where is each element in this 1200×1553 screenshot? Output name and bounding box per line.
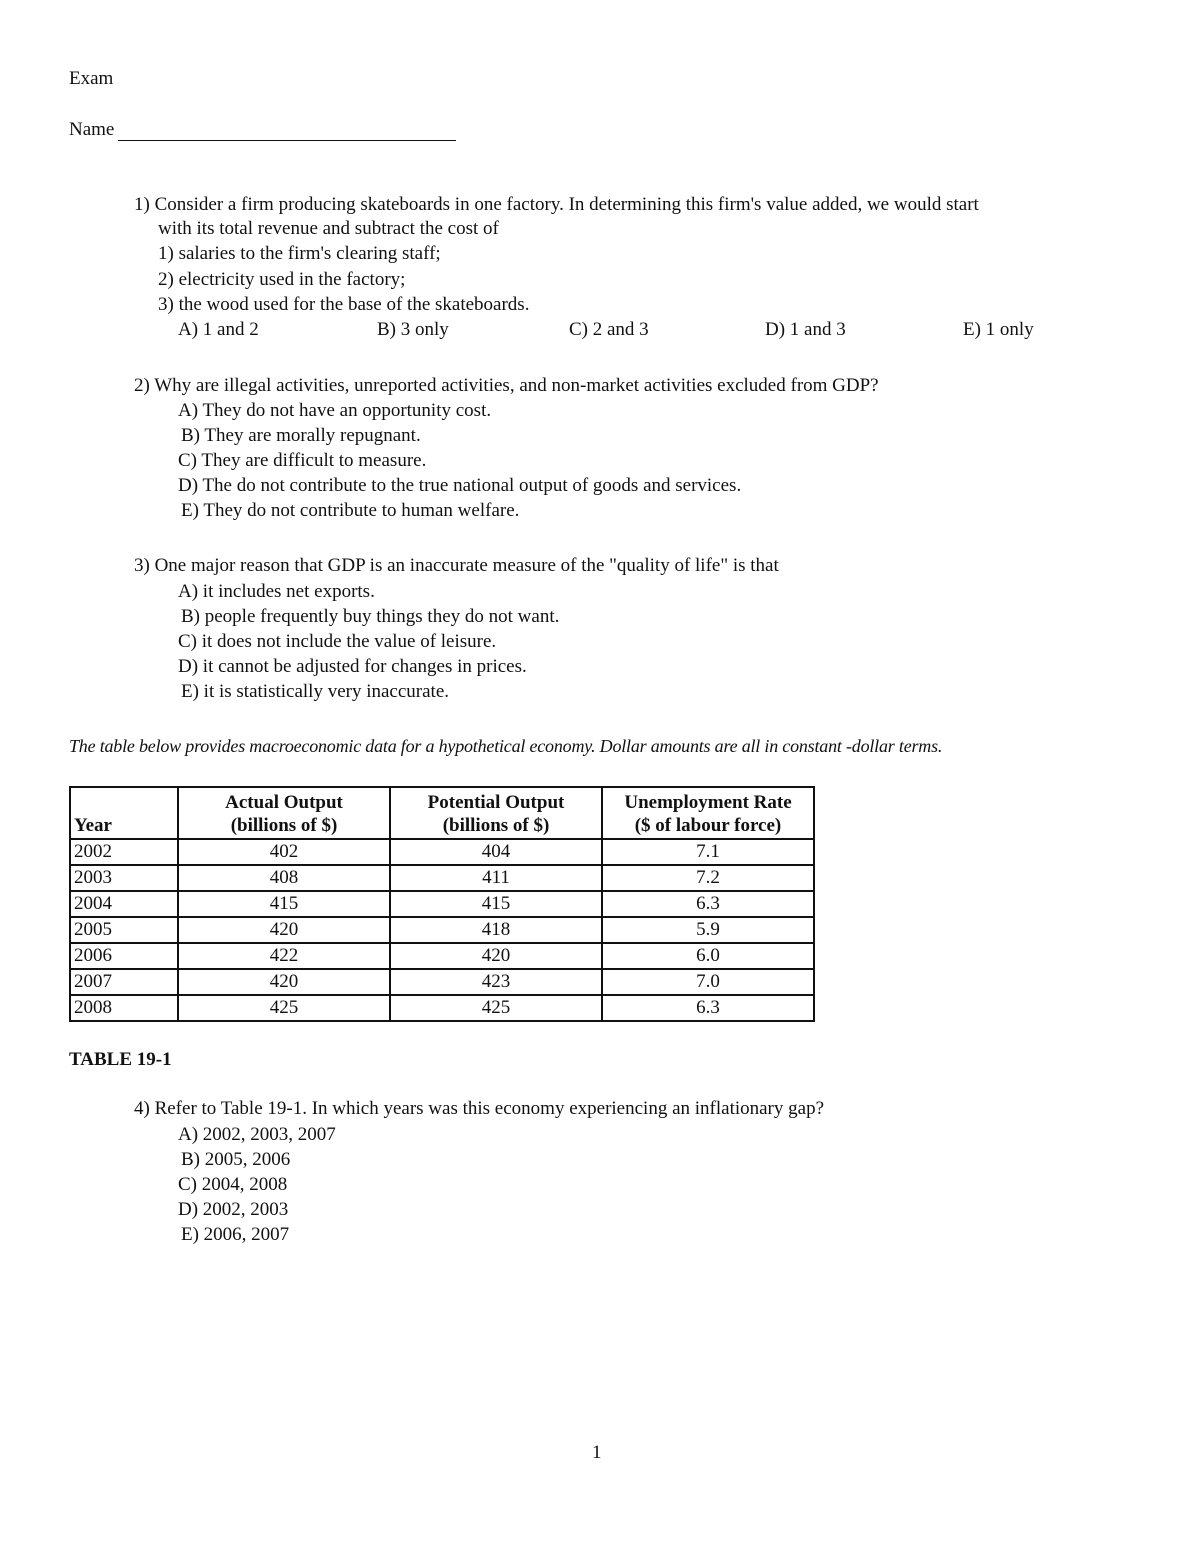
header-unemployment-rate xyxy=(602,787,814,839)
cell-potential: 425 xyxy=(390,995,602,1021)
cell-year: 2006 xyxy=(70,943,178,969)
cell-actual: 425 xyxy=(178,995,390,1021)
cell-unemployment: 7.0 xyxy=(602,969,814,995)
header-actual-line1: Actual Output xyxy=(225,792,343,813)
question-1-choice-e[interactable]: E) 1 only xyxy=(963,319,1034,340)
question-4-choice-c[interactable]: C) 2004, 2008 xyxy=(178,1174,288,1195)
cell-potential: 404 xyxy=(390,839,602,865)
table-row xyxy=(70,995,814,1021)
header-potential-output xyxy=(390,787,602,839)
cell-year: 2005 xyxy=(70,917,178,943)
cell-unemployment: 6.0 xyxy=(602,943,814,969)
macro-data-table xyxy=(69,786,815,1022)
cell-actual: 422 xyxy=(178,943,390,969)
question-1-choice-a[interactable]: A) 1 and 2 xyxy=(178,319,259,340)
question-2-stem: 2) Why are illegal activities, unreported activities, and non-market activities excluded from GDP? xyxy=(134,375,879,396)
question-3-choice-c[interactable]: C) it does not include the value of leisure. xyxy=(178,631,497,652)
question-2-choice-d[interactable]: D) The do not contribute to the true national output of goods and services. xyxy=(178,475,742,496)
question-2-choice-a[interactable]: A) They do not have an opportunity cost. xyxy=(178,400,492,421)
cell-actual: 408 xyxy=(178,865,390,891)
name-label: Name xyxy=(69,119,115,140)
cell-unemployment: 6.3 xyxy=(602,891,814,917)
cell-potential: 418 xyxy=(390,917,602,943)
cell-actual: 415 xyxy=(178,891,390,917)
cell-potential: 415 xyxy=(390,891,602,917)
question-4-choice-e[interactable]: E) 2006, 2007 xyxy=(181,1224,290,1245)
table-label: TABLE 19-1 xyxy=(69,1049,172,1070)
table-row xyxy=(70,917,814,943)
question-4-choice-d[interactable]: D) 2002, 2003 xyxy=(178,1199,289,1220)
question-1-item: 2) electricity used in the factory; xyxy=(158,269,406,290)
header-unemp-line1: Unemployment Rate xyxy=(624,792,792,813)
cell-unemployment: 7.2 xyxy=(602,865,814,891)
question-2-choice-b[interactable]: B) They are morally repugnant. xyxy=(181,425,421,446)
cell-potential: 411 xyxy=(390,865,602,891)
cell-actual: 402 xyxy=(178,839,390,865)
page-number: 1 xyxy=(592,1442,602,1463)
cell-year: 2004 xyxy=(70,891,178,917)
question-2-choice-c[interactable]: C) They are difficult to measure. xyxy=(178,450,427,471)
question-3-choice-d[interactable]: D) it cannot be adjusted for changes in prices. xyxy=(178,656,527,677)
question-1-choice-d[interactable]: D) 1 and 3 xyxy=(765,319,846,340)
cell-actual: 420 xyxy=(178,917,390,943)
question-1-stem-cont: with its total revenue and subtract the cost of xyxy=(158,218,499,239)
cell-unemployment: 5.9 xyxy=(602,917,814,943)
cell-potential: 420 xyxy=(390,943,602,969)
cell-year: 2007 xyxy=(70,969,178,995)
header-actual-output xyxy=(178,787,390,839)
name-field[interactable] xyxy=(118,140,456,141)
question-3-choice-e[interactable]: E) it is statistically very inaccurate. xyxy=(181,681,450,702)
header-potential-line1: Potential Output xyxy=(427,792,565,813)
header-year: Year xyxy=(70,787,178,839)
cell-year: 2002 xyxy=(70,839,178,865)
table-row xyxy=(70,969,814,995)
table-row xyxy=(70,943,814,969)
question-1-stem: 1) Consider a firm producing skateboards in one factory. In determining this firm's value added, we would start xyxy=(134,194,979,215)
cell-potential: 423 xyxy=(390,969,602,995)
header-actual-line2: (billions of $) xyxy=(230,815,338,836)
question-3-choice-b[interactable]: B) people frequently buy things they do not want. xyxy=(181,606,560,627)
question-4-choice-b[interactable]: B) 2005, 2006 xyxy=(181,1149,291,1170)
table-row xyxy=(70,865,814,891)
question-4-stem: 4) Refer to Table 19-1. In which years was this economy experiencing an inflationary gap? xyxy=(134,1098,825,1119)
header-unemp-line2: ($ of labour force) xyxy=(634,815,782,836)
question-1-choice-c[interactable]: C) 2 and 3 xyxy=(569,319,649,340)
question-1-item: 3) the wood used for the base of the skateboards. xyxy=(158,294,530,315)
cell-unemployment: 7.1 xyxy=(602,839,814,865)
table-intro: The table below provides macroeconomic data for a hypothetical economy. Dollar amounts are all in constant -dollar terms. xyxy=(69,736,943,756)
question-1-choice-b[interactable]: B) 3 only xyxy=(377,319,449,340)
question-1-item: 1) salaries to the firm's clearing staff; xyxy=(158,243,441,264)
cell-year: 2003 xyxy=(70,865,178,891)
question-2-choice-e[interactable]: E) They do not contribute to human welfare. xyxy=(181,500,520,521)
exam-title: Exam xyxy=(69,68,114,89)
question-3-stem: 3) One major reason that GDP is an inaccurate measure of the "quality of life" is that xyxy=(134,555,779,576)
question-3-choice-a[interactable]: A) it includes net exports. xyxy=(178,581,375,602)
cell-actual: 420 xyxy=(178,969,390,995)
table-header-row xyxy=(70,787,814,839)
cell-unemployment: 6.3 xyxy=(602,995,814,1021)
cell-year: 2008 xyxy=(70,995,178,1021)
table-row xyxy=(70,839,814,865)
header-potential-line2: (billions of $) xyxy=(442,815,550,836)
question-4-choice-a[interactable]: A) 2002, 2003, 2007 xyxy=(178,1124,336,1145)
table-row xyxy=(70,891,814,917)
